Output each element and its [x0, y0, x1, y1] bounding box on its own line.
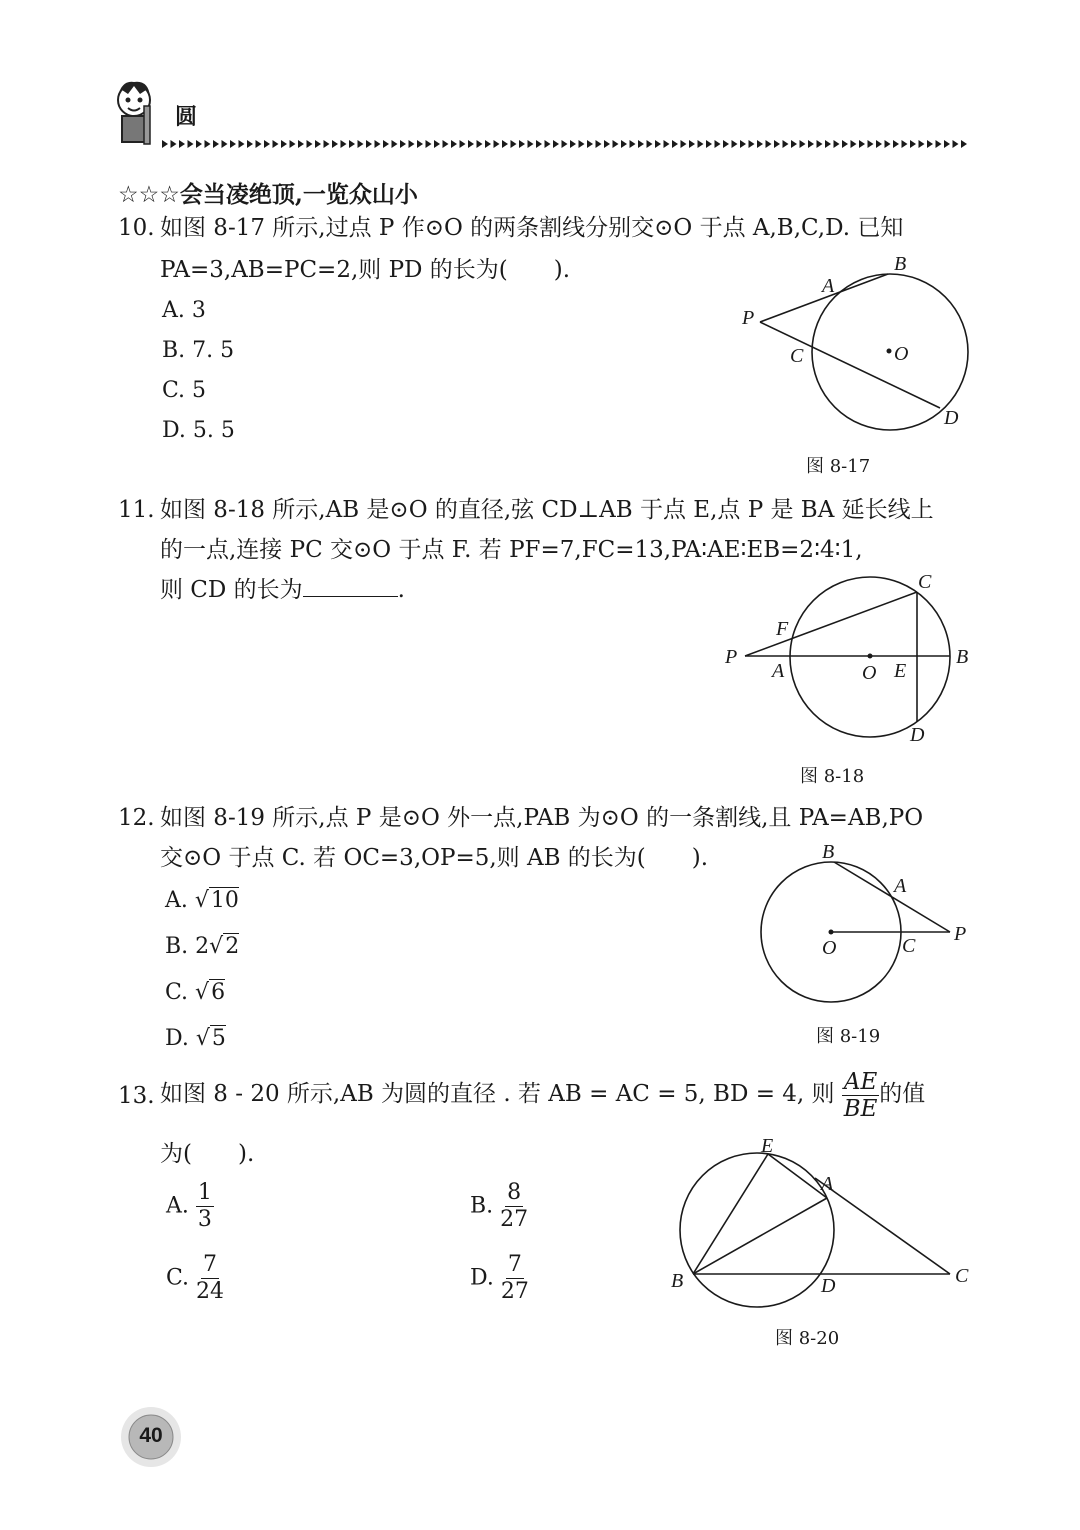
q11-number: 11.: [118, 497, 155, 523]
q13-option-b-den: 27: [500, 1207, 529, 1232]
q11-line1: 如图 8-18 所示,AB 是⊙O 的直径,弦 CD⊥AB 于点 E,点 P 是 BA 延长线上: [160, 497, 934, 523]
fig18-label-p: P: [725, 646, 738, 668]
q12-option-c-radicand: 6: [211, 980, 226, 1005]
q13-option-b[interactable]: [470, 1180, 528, 1233]
q12-option-a[interactable]: A. √10: [165, 888, 239, 913]
section-heading: [118, 176, 418, 209]
fig19-label-c: C: [902, 935, 916, 957]
fig20-label-d: D: [821, 1275, 836, 1297]
q10-option-b[interactable]: B. 7. 5: [162, 338, 235, 363]
q10-line2: PA=3,AB=PC=2,则 PD 的长为( ).: [160, 257, 571, 283]
fig20-label-a: A: [821, 1173, 834, 1195]
q10-option-c[interactable]: C. 5: [162, 378, 207, 403]
q13-option-b-num: 8: [507, 1180, 522, 1205]
q13-option-d-den: 27: [500, 1279, 529, 1304]
fig17-label-p: P: [742, 307, 755, 329]
fig18-label-d: D: [910, 724, 925, 746]
q13-fraction-ae-be: [842, 1069, 879, 1122]
fig17-label-a: A: [822, 275, 835, 297]
q13-line1-text: 如图 8 - 20 所示,AB 为圆的直径 . 若 AB = AC = 5, BD = 4, 则: [160, 1081, 835, 1107]
q13-option-b-label: B.: [470, 1193, 494, 1219]
fig17-label-o: O: [894, 343, 909, 365]
q13-number: 13.: [118, 1083, 155, 1109]
q13-option-c-den: 24: [196, 1279, 225, 1304]
fig18-line-pc: [745, 592, 917, 656]
q12-option-b[interactable]: B. 2√2: [165, 934, 240, 959]
fig18-label-a: A: [772, 660, 785, 682]
fig20-line-ea: [768, 1154, 827, 1198]
fig20-label-e: E: [761, 1135, 774, 1157]
fig20-line-be: [693, 1154, 768, 1274]
q11-line3-text: 则 CD 的长为: [160, 577, 303, 603]
figure-8-17: [730, 250, 980, 440]
fig18-label-b: B: [956, 646, 969, 668]
q13-option-d-frac: [501, 1252, 529, 1305]
q12-caption: 图 8-19: [816, 1026, 881, 1047]
fig20-line-ba: [693, 1198, 827, 1274]
q12-option-c-label: C.: [165, 980, 189, 1005]
q13-option-c-label: C.: [166, 1265, 190, 1291]
fig20-label-c: C: [955, 1265, 969, 1287]
q13-caption: 图 8-20: [775, 1328, 840, 1349]
page-number-badge: [118, 1404, 184, 1470]
fig17-label-d: D: [944, 407, 959, 429]
q10-caption: 图 8-17: [806, 456, 871, 477]
q12-option-a-label: A.: [165, 888, 188, 913]
q12-option-d-radicand: 5: [211, 1026, 226, 1051]
header-divider: [160, 134, 970, 144]
q12-option-b-coef: 2: [195, 934, 210, 959]
q13-option-c-frac: [196, 1252, 224, 1305]
fig17-label-b: B: [894, 253, 907, 275]
q13-option-d[interactable]: [470, 1252, 529, 1305]
q11-line3: [160, 570, 405, 610]
q13-option-a-label: A.: [166, 1193, 189, 1219]
q13-fraction-num: AE: [843, 1068, 878, 1095]
figure-8-18: [720, 565, 980, 750]
q11-caption: 图 8-18: [800, 766, 865, 787]
q13-line2: 为( ).: [160, 1141, 255, 1167]
fig20-circle: [680, 1153, 834, 1307]
q10-number: 10.: [118, 215, 155, 241]
q13-option-a-num: 1: [197, 1180, 212, 1205]
fig19-secant-pab: [834, 862, 950, 932]
figure-8-20: [665, 1130, 980, 1310]
fig17-secant-pcd: [760, 322, 940, 408]
q13-option-b-frac: [500, 1180, 528, 1233]
fig19-center-dot: [829, 930, 834, 935]
q13-option-d-num: 7: [507, 1252, 522, 1277]
q12-option-c[interactable]: C. √6: [165, 980, 226, 1005]
q10-option-a[interactable]: A. 3: [162, 298, 206, 323]
q13-option-c[interactable]: [166, 1252, 224, 1305]
q13-option-d-label: D.: [470, 1265, 494, 1291]
fig20-label-b: B: [671, 1270, 684, 1292]
q13-line1: [160, 1066, 925, 1122]
q13-option-c-num: 7: [203, 1252, 218, 1277]
fig18-label-e: E: [894, 660, 907, 682]
q13-option-a-den: 3: [197, 1207, 212, 1232]
chapter-title: 圆: [175, 105, 198, 130]
q11-answer-blank[interactable]: [303, 572, 398, 597]
mascot-icon: [108, 76, 160, 148]
q11-line2: 的一点,连接 PC 交⊙O 于点 F. 若 PF=7,FC=13,PA∶AE∶EB=2∶4∶1,: [160, 537, 863, 563]
q13-fraction-den: BE: [843, 1095, 878, 1122]
fig18-label-c: C: [918, 571, 932, 593]
fig19-label-a: A: [894, 875, 907, 897]
q13-option-a-frac: [196, 1180, 214, 1233]
fig19-label-p: P: [954, 923, 967, 945]
section-stars: ☆☆☆: [118, 182, 180, 208]
q10-line1: 如图 8-17 所示,过点 P 作⊙O 的两条割线分别交⊙O 于点 A,B,C,D. 已知: [160, 215, 904, 241]
figure-8-19: [750, 838, 980, 1008]
fig20-line-ac: [815, 1178, 950, 1274]
fig18-label-f: F: [776, 618, 789, 640]
fig18-label-o: O: [862, 662, 877, 684]
q13-option-a[interactable]: [166, 1180, 214, 1233]
section-title: 会当凌绝顶,一览众山小: [179, 181, 418, 208]
q12-option-d-label: D.: [165, 1026, 189, 1051]
fig18-center-dot: [868, 654, 873, 659]
q12-option-b-label: B.: [165, 934, 189, 959]
fig17-label-c: C: [790, 345, 804, 367]
q12-line2: 交⊙O 于点 C. 若 OC=3,OP=5,则 AB 的长为( ).: [160, 845, 709, 871]
fig19-label-b: B: [822, 841, 835, 863]
page-number: 40: [139, 1424, 163, 1447]
q12-option-a-radicand: 10: [210, 888, 239, 913]
fig19-label-o: O: [822, 937, 837, 959]
q11-line3-end: .: [397, 577, 405, 603]
q12-line1: 如图 8-19 所示,点 P 是⊙O 外一点,PAB 为⊙O 的一条割线,且 PA=AB,PO: [160, 805, 924, 831]
q13-line1-end: 的值: [879, 1081, 926, 1107]
q12-option-d[interactable]: D. √5: [165, 1026, 226, 1051]
q10-option-d[interactable]: D. 5. 5: [162, 418, 235, 443]
fig17-center-dot: [887, 349, 892, 354]
q12-number: 12.: [118, 805, 155, 831]
q12-option-b-radicand: 2: [225, 934, 240, 959]
